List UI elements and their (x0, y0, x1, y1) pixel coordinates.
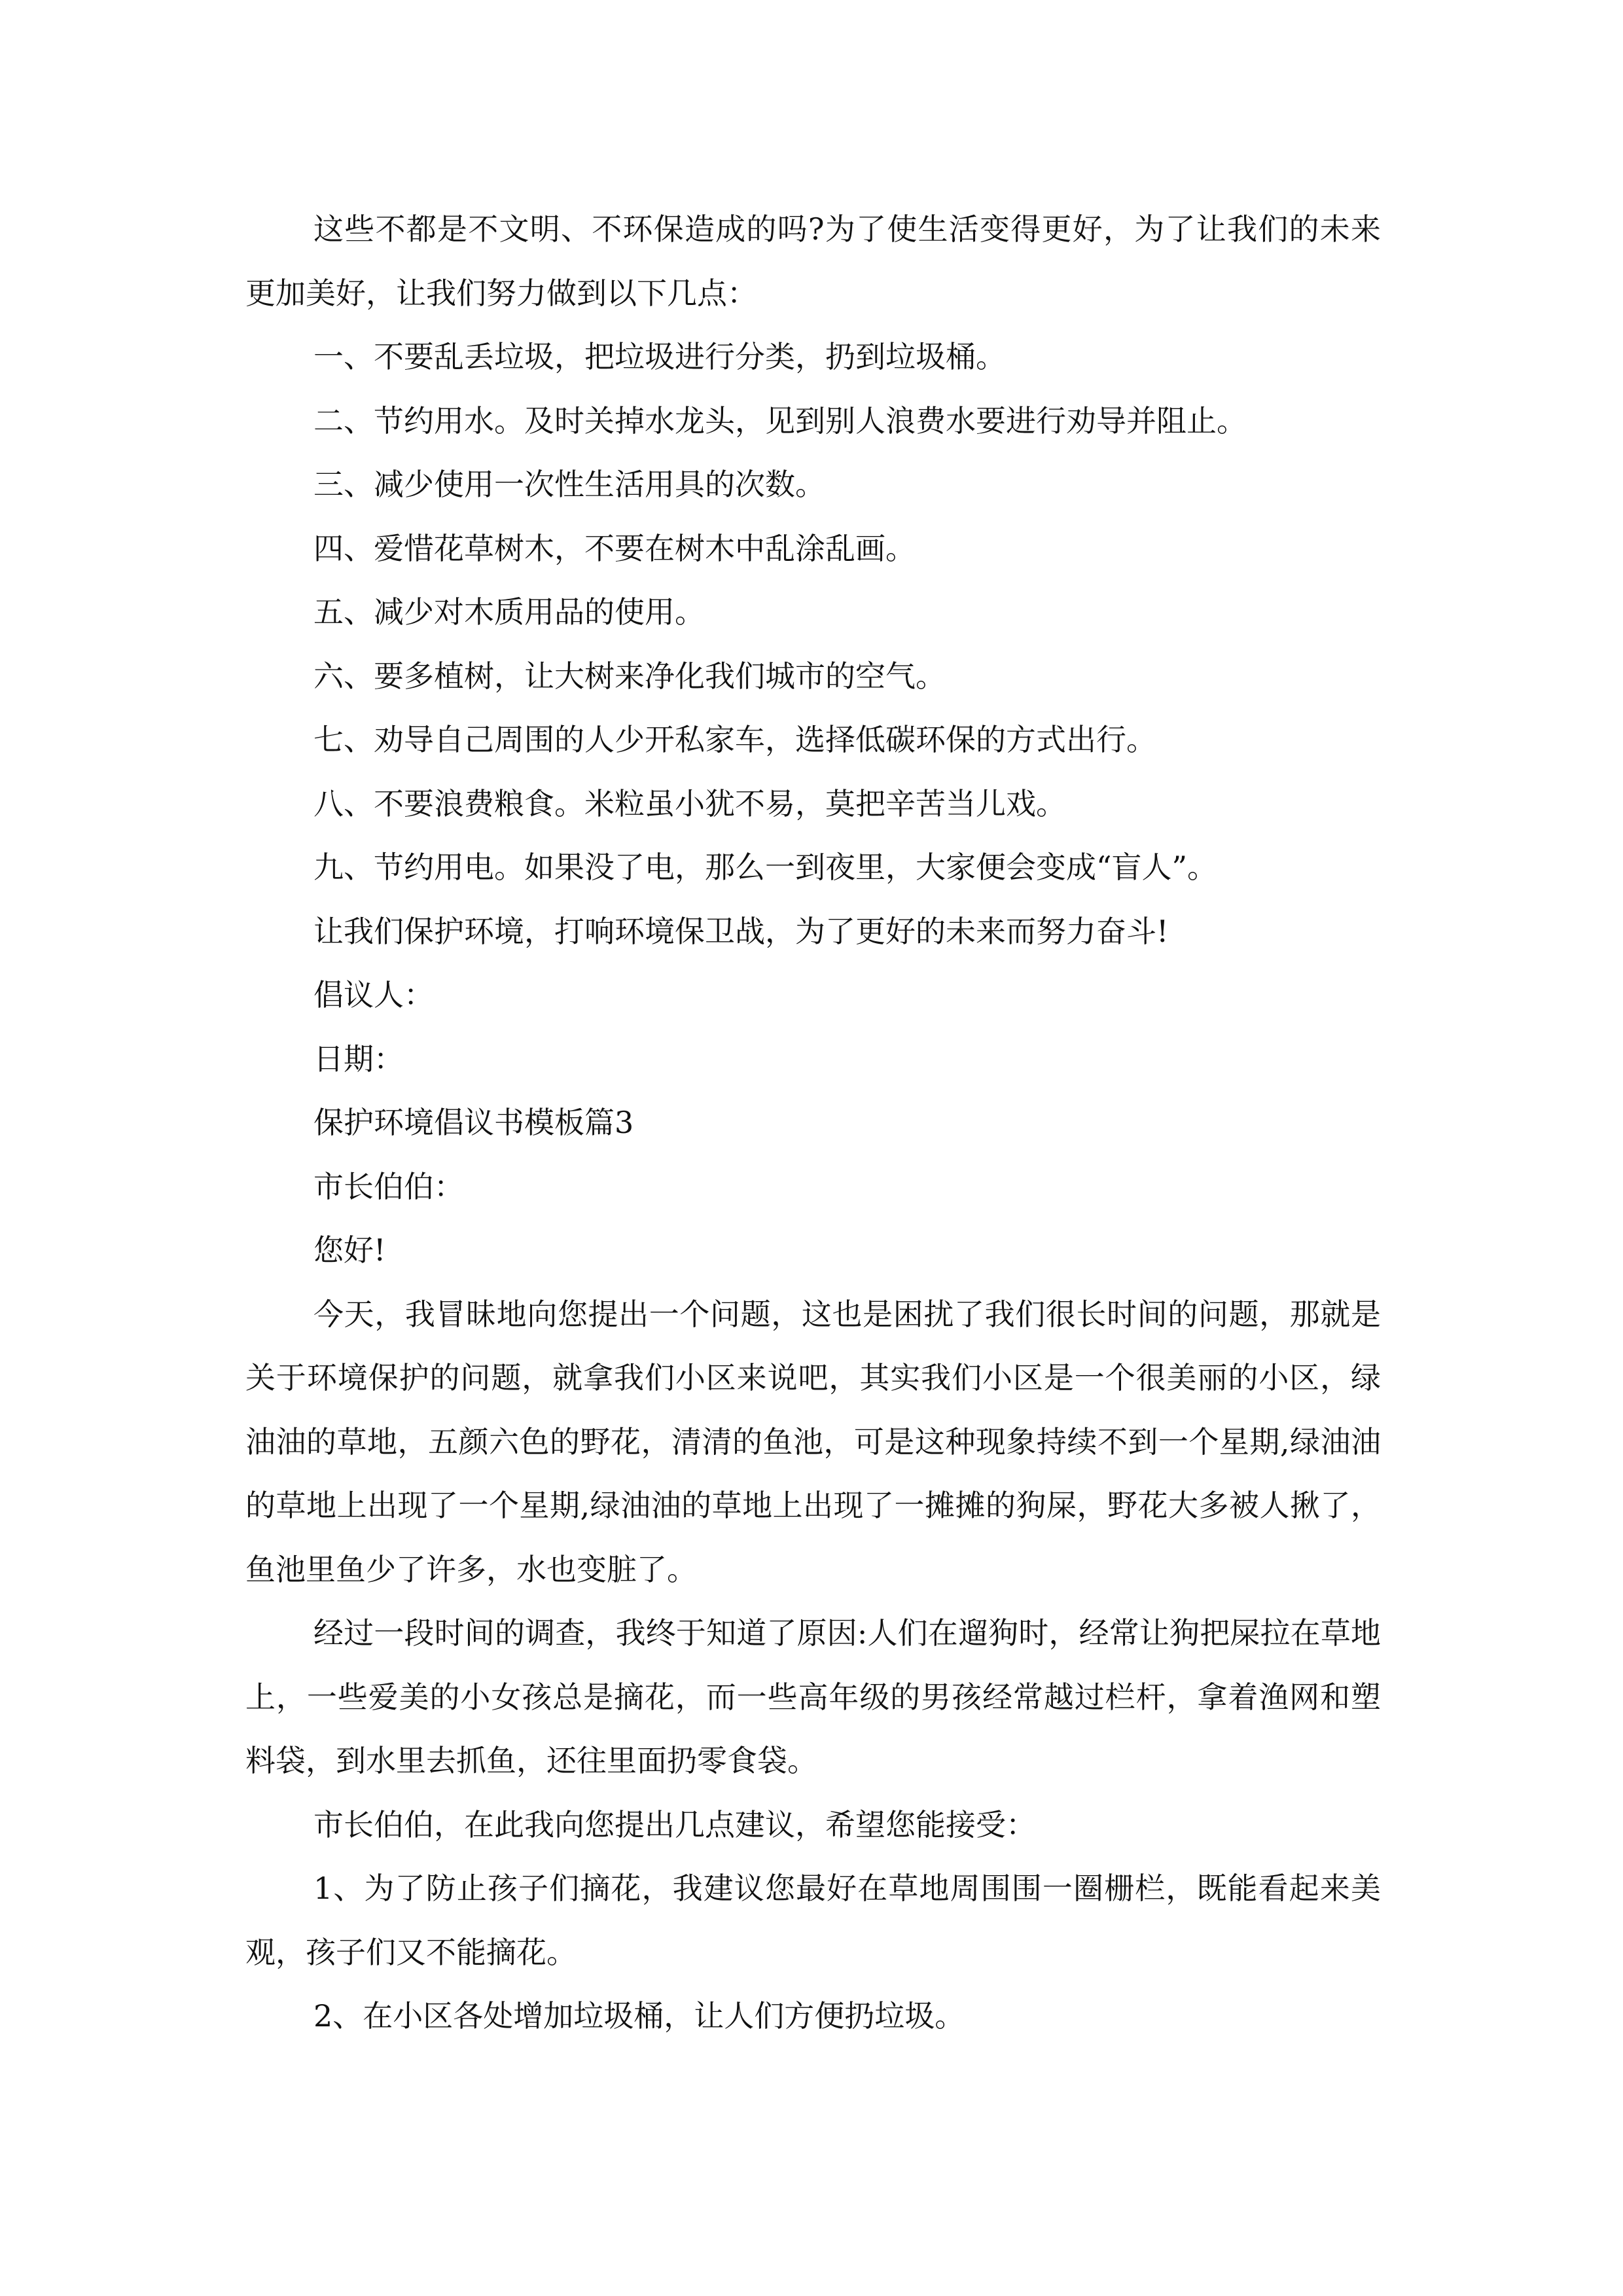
list-item-6: 六、要多植树，让大树来净化我们城市的空气。 (313, 658, 946, 694)
suggestion-item-1: 1、为了防止孩子们摘花，我建议您最好在草地周围围一圈栅栏，既能看起来美观，孩子们又不能摘花。 (245, 1871, 1381, 1970)
document-body (245, 198, 1381, 2049)
list-item-9: 九、节约用电。如果没了电，那么一到夜里，大家便会变成“盲人”。 (313, 850, 1218, 885)
proposer-label: 倡议人： (313, 977, 434, 1013)
list-item-7: 七、劝导自己周围的人少开私家车，选择低碳环保的方式出行。 (313, 722, 1156, 757)
list-item-8: 八、不要浪费粮食。米粒虽小犹不易，莫把辛苦当儿戏。 (313, 785, 1066, 821)
list-item-3: 三、减少使用一次性生活用具的次数。 (313, 467, 825, 502)
paragraph-intro: 这些不都是不文明、不环保造成的吗?为了使生活变得更好，为了让我们的未来更加美好，让我们努力做到以下几点： (245, 211, 1381, 311)
list-item-4: 四、爱惜花草树木，不要在树木中乱涂乱画。 (313, 530, 916, 566)
paragraph-suggestions-intro: 市长伯伯，在此我向您提出几点建议，希望您能接受： (313, 1806, 1036, 1842)
paragraph-closing: 让我们保护环境，打响环境保卫战，为了更好的未来而努力奋斗! (313, 913, 1169, 949)
salutation: 市长伯伯： (313, 1168, 464, 1204)
date-label: 日期： (313, 1041, 404, 1077)
list-item-1: 一、不要乱丢垃圾，把垃圾进行分类，扔到垃圾桶。 (313, 339, 1006, 374)
greeting: 您好! (313, 1232, 386, 1268)
paragraph-problem: 今天，我冒昧地向您提出一个问题，这也是困扰了我们很长时间的问题，那就是关于环境保护的问题，就拿我们小区来说吧，其实我们小区是一个很美丽的小区，绿油油的草地，五颜六色的野花，清清的鱼池，可是这种现象持续不到一个星期,绿油油的草地上出现了一个星期,绿油油的草地上出现了一摊摊的狗屎，野花大多被人揪了，鱼池里鱼少了许多，水也变脏了。 (245, 1296, 1381, 1587)
list-item-2: 二、节约用水。及时关掉水龙头，见到别人浪费水要进行劝导并阻止。 (313, 403, 1247, 439)
section-heading: 保护环境倡议书模板篇3 (313, 1105, 634, 1140)
list-item-5: 五、减少对木质用品的使用。 (313, 594, 705, 630)
paragraph-investigation: 经过一段时间的调查，我终于知道了原因:人们在遛狗时，经常让狗把屎拉在草地上，一些爱美的小女孩总是摘花，而一些高年级的男孩经常越过栏杆，拿着渔网和塑料袋，到水里去抓鱼，还往里面扔零食袋。 (245, 1615, 1381, 1778)
suggestion-item-2: 2、在小区各处增加垃圾桶，让人们方便扔垃圾。 (313, 1998, 965, 2034)
